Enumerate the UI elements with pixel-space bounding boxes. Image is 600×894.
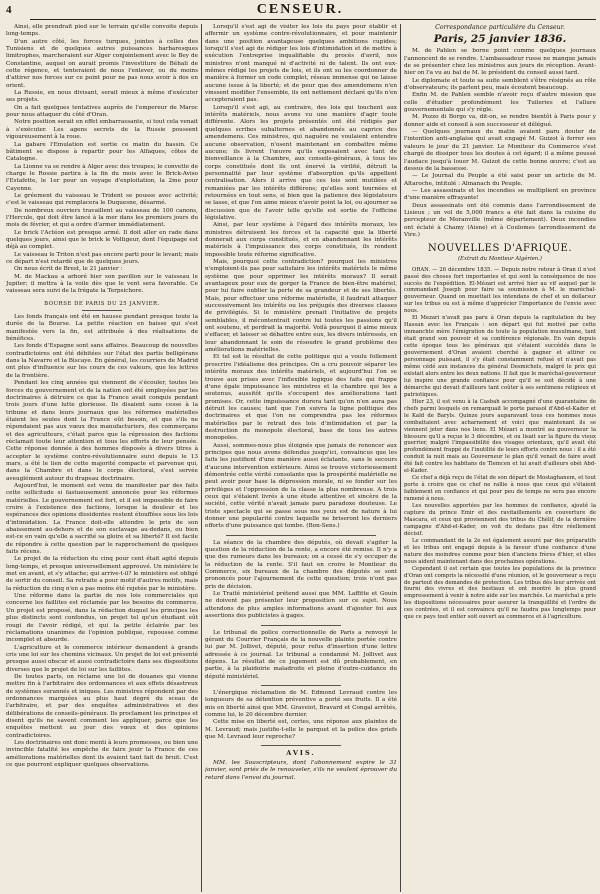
divider xyxy=(261,625,341,626)
article-correspondence xyxy=(404,48,596,239)
paragraph: De toutes parts, on réclame une loi de douanes qui vienne mettre fin à l'arbitraire des ordonnances et aux effets désastreux de systèmes surannés et iniques. Les ministres répondent par des ordonnances marquées au plus haut degré du sceau de l'arbitraire, et par des enquêtes administratives et des délibérations de conseils-généraux. Ils proclament les principes et disent qu'ils ne savent comment les appliquer, parce que les enquêtes mettent au jour des vœux et des opinions contradictoires. xyxy=(6,673,198,739)
paragraph: El Mezari n'avait pas paru à Oran depuis la capitulation du bey Hassan avec les Français : son départ qui fut motivé par cette immanchte mère l'émigration de toute la population musulmane, tant était grand son pouvoir et sa conférence régionale. En vain depuis cette époque tous les généraux qui s'étaient succédés dans le gouvernement d'Oran avaient cherché à gagner et attirer ce personnage puissant, il s'y était constamment refusé et n'avait pas même cédé aux instances du général Desmichels, malgré le prix qui existait alors entre les deux nations. Il fait que le maréchal-gouverneur lui inspire une grande confiance pour qu'il se soit décidé à une démarche qui devait d'ailleurs tant coûter à ses sentimens religieux et patriotiques. xyxy=(404,315,596,398)
divider xyxy=(261,745,341,746)
paragraph: La gabare l'Emulation est sortie ce matin du bassin. Ce bâtiment se dispose à repartir pour les Alfaques, côtes de Catalogne. xyxy=(6,141,198,163)
paragraph: Ce chef a déjà reçu de l'état de son départ de Mostaghanem, et tout porte à croire que ce chef ne rallie à nous que ceux qui s'étaient faiblement en confiance et qui pour peu de temps ne sera pas encore ramené à nous. xyxy=(404,475,596,503)
column-rule xyxy=(201,24,202,892)
paragraph: Le diplomate et toute sa suite semblent s'être résignés au rôle d'observateurs; ils parlent peu, mais écoutent beaucoup. xyxy=(404,77,596,92)
paragraph: La Russie, en nous divisant, serait mieux à même d'exécuter ses projets. xyxy=(6,90,198,104)
paragraph: Le commandant de la 2e est également assuré par des préparatifs et les tribus ont engagé depuis à la faveur d'une confiance d'une nature des moindres comme pour bien d'anciens frères d'hier, et elles nous aident maintenant dans des prochaines opérations. xyxy=(404,537,596,565)
section-rule xyxy=(82,310,122,311)
article-bourse xyxy=(6,314,198,769)
paragraph: Les doctrinaires ont donc menti à leurs promesses, ou bien une invincible fatalité les empêche de faire jouir la France de ces améliorations matérielles dont ils avaient tant fait de bruit. C'est ce que pourront expliquer quelques observations. xyxy=(6,740,198,769)
column-rule xyxy=(400,24,401,892)
paragraph: Aussi, sommes-nous plus éloignés que jamais de renoncer aux principes que nous avons défendus jusqu'ici, convaincus que les faits les justifient d'une manière aussi éclatante, sans le secours d'aucune intervention extérieure. Ainsi se trouve victorieusement démontrée cette vérité consolante que la prospérité matérielle ne peut avoir pour base la dépression morale, ni se fonder sur les privilèges et l'oppression de la classe la plus nombreuse. A trois ceux qui s'étaient livrés à une étude attentive et sincère de la société, cette vérité n'avait jamais paru paradoxe douteuse. Le triste spectacle qui se passe sous nos yeux est de nature à lui donner une popularité contre laquelle ne briseront les derniers efforts d'une puissance qui tombe. (Bon-Sens.) xyxy=(205,442,397,530)
paragraph: — Quelques journaux du matin avaient paru douter de l'intention anti-anglaise qui avait engagé M. Guizot à ferrer ses valeurs le jour du 21 janvier. Le Moniteur du Commerce s'est chargé de dissiper tous les doutes à cet égard; il a même poussé l'audace jusqu'à louer M. Guizot de cette bonne œuvre; c'est au dessus de la bassesse. xyxy=(404,129,596,172)
paragraph: Le gréement du vaisseau le Trident se pousse avec activité; c'est le vaisseau qui remplacera le Duquesne, désarmé. xyxy=(6,192,198,207)
article-naval-news xyxy=(6,24,198,296)
paragraph: On a fait quelques tentatives auprès de l'empereur de Maroc pour nous attaquer du côté d'Oran. xyxy=(6,104,198,119)
paragraph: D'un autre côté, les forces turques, jointes à celles des Tunisiens et de quelques autres puissances barbaresques limitrophes, marcheraient sur Alger conjointement avec le Bey de Constantine, auquel on aurait promis l'investiture de Béhali de cette régence, et tenteraient de nous l'enlever, ou du moins d'attirer nos forces sur ce point pour ne pas nous avoir à dos en orient. xyxy=(6,38,198,89)
divider xyxy=(226,535,376,536)
article-tribunal: Le tribunal de police correctionnelle de Paris a renvoyé le gérant du Courrier Français de la nouvelle plainte portée contre lui par M. Jollivet, député, pour refus d'insertion d'une lettre adressée à ce journal. Le tribunal a condamné M. Jollivet aux dépens. Le résultat de ce jugement est dû probablement, en partie, à la plaidoirie maladroite et pleine d'outre-cuidance du député ministériel. xyxy=(205,629,397,680)
paragraph: Les fonds français ont été en hausse pendant presque toute la durée de la Bourse. La petite réaction en baisse qui s'est manifestée vers la fin, est attribuée à des réalisations de bénéfices. xyxy=(6,314,198,343)
paragraph: Enfin M. de Pahlen semble n'avoir reçu d'autre mission que celle d'étudier profondément les Tuileries et l'allure gouvernementale qui s'y régle. xyxy=(404,92,596,114)
paragraph: Mais, pourquoi cette contradiction? pourquoi les ministres n'emploient-ils pas pour satisfaire les intérêts matériels le même système que pour opprimer les intérêts moraux? Il serait avantageux pour eux de gorger la France de bien-être matériel, pour lui faire oublier la perte de sa grandeur et de ses libertés. Mais, pour effectuer une réforme matérielle, il faudrait attaquer successivement les intérêts ou les préjugés des diverses classes de privilégiés. Si le ministère prenait l'initiative de projets semblables, il mécontentrait contre lui toutes les passions qu'il ont soutenu, et perdrait la majorité. Voilà pourquoi il aime mieux s'effacer, et laisser se débattre entre eux, les divers intéressés, en leur abandonnant le soin de résoudre le grand problème des améliorations matérielles. xyxy=(205,259,397,354)
paragraph: M. Pozzo di Borgo va, dit-on, se rendre bientôt à Paris pour y donner aide et conseil à son successeur et délégué. xyxy=(404,114,596,128)
article-editorial xyxy=(205,24,397,531)
paragraph: Ainsi, elle prendrait pied sur le terrain qu'elle convoite depuis long-temps. xyxy=(6,24,198,38)
nouvelles-subtitle: (Extrait du Moniteur Algérien.) xyxy=(458,256,542,263)
dateline: Paris, 25 janvier 1836. xyxy=(433,33,567,46)
column-3 xyxy=(404,24,596,894)
column-2 xyxy=(205,24,397,894)
nouvelles-title: NOUVELLES D'AFRIQUE. xyxy=(427,243,573,255)
bourse-title: BOURSE DE PARIS DU 25 JANVIER. xyxy=(44,300,160,307)
paragraph: Lorsqu'il s'est agi, au contraire, des lois qui touchent aux intérêts matériels, nous avons vu une manière d'agir toute différente. Alors les projets présentés ont été rédigés par quelques scribes subalternes et abandonnés au caprice des amendemens. Ces ministres, qui naguère ne voulaient entendre aucune observation, n'osent maintenant en combattre même aucune; ils livrent l'œuvre qu'ils exposaient avec tant de bienveillance à la Chambre, aux conseils-généraux, à tous les corps constitués dont ils ont énervé la virilité, détruit la personnalité par leur système d'absorption qu'ils appellent centralisation. Alors il arrive que ces lois sont mutilées et remaniées par les intérêts différens; qu'elles sont tournées et retournées en tout sens, si bien que la patience des législateurs se lasse, et que l'on aime mieux n'avoir point la loi, ou ajourner sa discussion que de l'avoir telle qu'elle est sortie de l'officine législative. xyxy=(205,104,397,221)
paragraph: Ainsi, par leur système à l'égard des intérêts moraux, les ministres détruisent les forces et la capacité que la liberté donnerait aux corps constitués, et en abandonnant les intérêts matériels à l'impuissance des corps constitués, ils rendent impossible toute réforme significative. xyxy=(205,222,397,258)
paragraph: M. de Mackau a arboré hier son pavillon sur le vaisseau le Jupiter; il mettra à la voile dès que le vent sera favorable. Ce vaisseau sera suivi de la frégate la Terpsichore. xyxy=(6,273,198,295)
paragraph: — Les assassinats et les incendies se multiplient en province d'une manière effrayante! xyxy=(404,187,596,202)
article-reclamation-2: Cette mise en liberté est, certes, une réponse aux plaintes de M. Levraud; mais justifie-t-elle le parquet et la police des griefs que M. Levraud leur reproche? xyxy=(205,719,397,740)
header-rule xyxy=(30,19,596,20)
article-laffitte: Le Traité ministériel prétend aussi que MM. Laffitte et Gouin ne doivent pas présenter leur proposition sur ce sujet. Nous attendons de plus amples informations avant d'ajouter foi aux assertions des publicistes à gages. xyxy=(205,591,397,620)
article-nouvelles-afrique xyxy=(404,267,596,622)
paragraph: Notre position serait en effet embarrassante, si tout cela venait à s'exécuter. Les agens secrets de la Russie poussent vigoureusement à la roue. xyxy=(6,119,198,141)
avis-text: MM. les Souscripteurs, dont l'abonnement expire le 31 janvier, sont priés de le renouveler, s'ils ne veulent éprouver du retard dans l'envoi du journal. xyxy=(205,759,397,781)
paragraph: La Lionne va se rendre à Alger avec des troupes; le convette de charge le Rossie partira à la fin du mois avec le Brick-Aviso l'Estafette, le 1er pour un voyage d'exploitation, la 2me pour Cayenne. xyxy=(6,163,198,192)
paragraph: De nombreux ouvriers travaillent au vaisseau de 100 canons, l'Hercule, qui doit être lancé à la mer dans les premiers jours du mois de février, et qui a ordre d'armer immédiatement. xyxy=(6,207,198,229)
avis-title: AVIS. xyxy=(286,749,316,758)
paragraph: Aujourd'hui, le moment est venu de manifester par des faits cette sollicitude si fastueusement annoncée pour les réformes matérielles. Le gouvernement est fort, et il est impossible de faire croire à l'existence des factions, lorsque la douleur et les espérances des opinions dissidentes restent étouffées sous les lois d'intimidation. La France doit-elle attendre le prix de son abaissement au-dehors et de son esclavage au-dedans, ou bien est-ce en vain qu'elle a sacrifié sa gloire et sa liberté? Il est facile de répondre à cette question par le rapprochement de quelques faits récens. xyxy=(6,482,198,556)
paragraph: Une réforme dans la partie de nos lois commerciales qui concerne les faillites est réclamée par les besoins du commerce. Un projet est proposé, dans la rédaction duquel les principes les plus distincts sont confondus, un projet tel qu'un étudiant eût rougi de l'avoir rédigé, et qui la petite éclairée par les réclamations unanimes de l'opinion publique, repousse comme incomplet et absurde. xyxy=(6,593,198,644)
paragraph: Le brick l'Actéon est presque armé. Il doit aller en rade dans quelques jours, ainsi que le brick le Voltigeur, dont l'équipage est déjà au complet. xyxy=(6,229,198,251)
paragraph: ORAN. — 26 décembre 1835. — Depuis notre retour à Oran il n'est passé des choses fort importantes et qui sont la conséquence de nos succès de l'expédition. El-Mézari est arrivé hier au vif auquel par le commandant Joseph pour faire sa soumission à M. le maréchal-gouverneur. Quand on muettait les intendans de chef et un dollarsur sur les tribus ou est à même d'apprécier l'importance de l'envie avec nous. xyxy=(404,266,596,315)
paragraph: Les nouvelles apportées par les hommes de confiance, ajouté la capture du prince Emir et des ravitaillements en couverture de Mascara, et ceux qui proviennent des tribus du Chélif, de la dernière campagne d'Abd-el-Kader, on voit du dedans pas être réellement décisif. xyxy=(404,503,596,537)
divider xyxy=(261,685,341,686)
paragraph: M. de Pahlen se borne point comme quelques journaux l'annoncent de se rendre. L'ambassadeur russe ne manque jamais de se présenter chez les ministres aux jours de réception. Avant-hier on l'a vu au bal de M. le président du conseil aussi tard. xyxy=(404,48,596,77)
correspondence-heading: Correspondance particulière du Censeur. xyxy=(435,24,565,31)
paragraph: Et tel est le résultat de cette politique qui a voulu follement proscrire l'idéalisme des principes. On a cru pouvoir séparer les intérêts moraux des intérêts matériels, et aujourd'hui l'on se trouve aux prises avec l'inflexible logique des faits qui frappe d'une égale impuissance les ministres et la chambre qui les a soutenus, aussitôt qu'ils s'occupent des améliorations tant promises. Or, cette impuissance durera tant qu'on n'en aura pas détruit les causes; tant que l'on suivra la ligne politique des doctrinaires et que l'on ne comprendra pas les réformes matérielles par le retrait des lois d'intimidation et par la destruction du monopole électoral, base de tous les autres monopoles. xyxy=(205,354,397,442)
page-header xyxy=(0,0,600,22)
article-reclamation: L'énergique réclamation de M. Edmond Levraud contre les longueurs de sa détention préventive a porté ses fruits. Il a été mis en liberté ainsi que MM. Graveiot, Bravard et Congal arrêtés, comme lui, le 20 décembre dernier. xyxy=(205,689,397,718)
paragraph: On nous écrit de Brest, le 21 janvier : xyxy=(14,266,123,273)
paragraph: Cependant il est certain que toutes les populations de la province d'Oran ont compris la nécessité d'une réunion, et le gouverneur a reçu de partout des demandes de protection. Les tribus dès leur arrivée ont fourni des vivres et des bestiaux et ont montré le plus grand empressement à venir à notre aide sur les marchés. Le maréchal a pris les dispositions nécessaires pour assurer la tranquillité et l'ordre de ces contrées, et il est convaincu qu'il ne faudra pas longtemps pour que ce pays tout entier soit ouvert au commerce et à l'agriculture. xyxy=(404,565,596,621)
paragraph: Lorsqu'il s'est agi de visiter les lois du pays pour établir et affermir un système contre-révolutionnaire, et pour maintenir dans une position avantageuse quelques ambitions cupides; lorsqu'il s'est agi de rédiger les lois d'intimidation et de mettre à exécution l'entreprise inqualifiable du procès d'avril, nos ministres n'ont manqué ni d'activité ni de talent. Ils ont eux-mêmes rédigé les projets de lois, et ils ont su les coordonner de manière à former un code complet, réseau immense qui ne laisse aucune issue à la liberté; et de peur que des amendemens n'en vinssent modifier l'ensemble, ils ont nettement déclaré qu'ils n'en accepteraient pas. xyxy=(205,24,397,104)
paragraph: Le projet de la réduction du cinq pour cent était agité depuis long-temps, et presque universellement approuvé. Un ministère le met en avant, et s'y attache; qui arrive-t-il? le ministère est obligé de sortir du conseil. Sa retraite a pour motif d'autres motifs, mais la réduction du cinq n'en a pas moins été rejetée par le ministère. xyxy=(6,556,198,592)
paragraph: — Le Journal du Peuple a été saisi pour un article de M. Altaroche, intitulé : Almanach du Peuple. xyxy=(404,173,596,187)
paragraph: L'agriculture et le commerce intérieur demandent à grands cris une loi sur les chemins vicinaux. Un projet de loi est présenté presque aussi obscur et aussi contradictoire dans ses dispositions diverses que le projet de loi sur les faillites. xyxy=(6,644,198,673)
paragraph: Deux assassinats ont été commis dans l'arrondissement de Lisieux ; un vol de 5,000 francs a été fait dans la cuisine du percepteur de Moranville (même département). Deux incendies ont éclaté à Chamy (Aisne) et à Coulomes (arrondissement de Vire.) xyxy=(404,202,596,238)
masthead-title: CENSEUR. xyxy=(256,2,344,17)
paragraph: Les fonds d'Espagne sont sans affaires. Beaucoup de nouvelles contradictoires ont été débitées sur l'état des partis belligérans dans la Navarre et la Biscaye. En général, les courriers de Madrid ont plus d'influence sur les cours de ces valeurs, que les lettres de la frontière. xyxy=(6,343,198,379)
paragraph: Hier 23, il est venu à la Casbah accompagné d'une quarantaine de chefs parmi lesquels on remarquait le porte parasol d'Abd-el-Kader et le Kaïd de Baryls. Quinze jours auparavant tous ces hommes nous combattaient avec acharnement et voici que maintenant ils se viennent jeter dans nos liens. El Mézari a montré au gouverneur la blessure qu'il a reçue le 3 décembre, et ou lisait sur la figure du vieux guerrier, malgré l'impassibilité des visages orientaux, qu'il avait été profondément frappé de l'inutilité de leurs efforts contre nous : il a été conduit la nuit mais au Gouverneur le plan qu'il venait de faire avait été fait contre les habitans de Tlemcen et lui avait d'ailleurs obéi Abd-el-Kader. xyxy=(404,398,596,475)
paragraph: Pendant les cinq années qui viennent de s'écouler, toutes les forces du gouvernement et de la nation ont été employées par les doctrinaires à détruire ce que la France avait conquis pendant trois jours d'une lutte glorieuse. Ils disaient sans cesse à la tribune et dans leurs journaux que les réformes matérielles étaient les seules dont la France eût besoin, et que s'ils ne répondaient pas aux vœux des manufacturiers, des commerçans et des agriculteurs, c'était parce que la répression des factions réclamait toute leur attention et tous les efforts de leur pensée. Cette réponse donnée à des hommes disposés à divers titres à accepter le système contre-révolutionnaire suivi depuis le 13 mars, a été le lien de cette majorité compacte et parvenue qui, dans la Chambre et dans le corps électoral, s'est servée aveuglément autour du drapeau doctrinaire. xyxy=(6,380,198,482)
article-seance: La séance de la chambre des députés, où devait s'agiter la question de la réduction de la rente, a encore été remise. Il n'y a que des rumeurs dans les bureaux; on a cessé de s'y occuper de la réduction de la rente. S'il faut en croire le Moniteur du Commerce, six bureaux de la chambre des députés se sont prononcés pour l'ajournement de cette question; trois n'ont pas pris de décision. xyxy=(205,539,397,590)
paragraph: Le vaisseau le Triton n'est pas encore parti pour le levant; mais ce départ n'est retardé que de quelques jours. xyxy=(6,251,198,265)
column-1 xyxy=(6,24,198,894)
page-number: 4 xyxy=(6,4,12,16)
